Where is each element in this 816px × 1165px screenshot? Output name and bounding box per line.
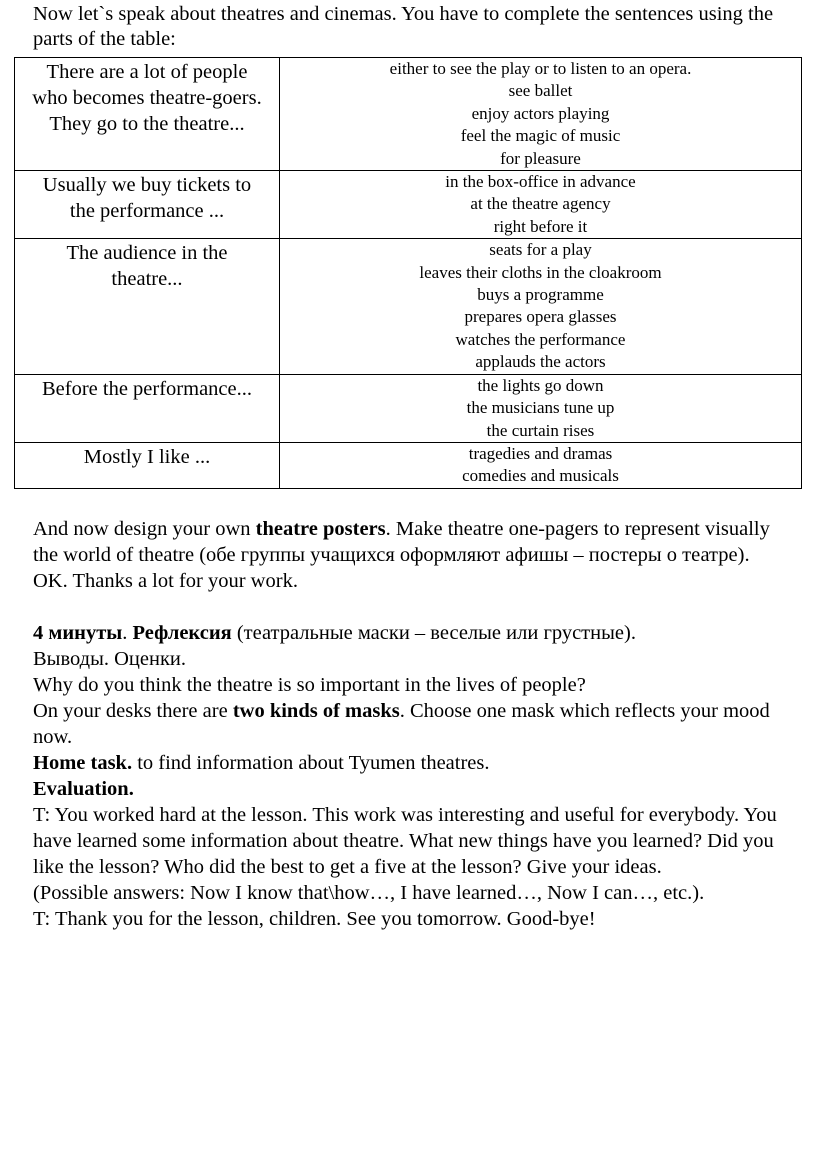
thanks-paragraph: OK. Thanks a lot for your work. [33, 570, 298, 592]
cell-line: prepares opera glasses [464, 307, 617, 327]
cell-line: The audience in the [66, 242, 228, 265]
masks-paragraph [33, 698, 793, 750]
cell-line: who becomes theatre-goers. [32, 87, 262, 109]
cell-line: the performance ... [69, 200, 225, 223]
lesson-text [33, 516, 793, 932]
table-cell-right [280, 442, 802, 488]
evaluation-heading: Evaluation. [33, 778, 134, 800]
cell-line: They go to the theatre... [49, 113, 245, 135]
cell-line: comedies and musicals [462, 466, 619, 486]
home-task-paragraph [33, 750, 793, 776]
intro-text: Now let`s speak about theatres and cinemas. You have to complete the sentences using the parts of the table: [33, 3, 774, 50]
masks-bold: two kinds of masks [232, 700, 400, 722]
home-task-title: Home task. [33, 752, 133, 774]
cell-line: in the box-office in advance [445, 172, 636, 192]
design-paragraph [33, 516, 793, 568]
cell-line: There are a lot of people [46, 61, 248, 83]
cell-line: theatre... [111, 268, 183, 291]
cell-line: for pleasure [500, 148, 581, 168]
design-text: And now design your own [33, 518, 256, 540]
cell-line: feel the magic of music [460, 126, 621, 146]
table-cell-left [15, 442, 280, 488]
cell-line: Before the performance... [41, 377, 252, 400]
table-row [15, 171, 802, 239]
cell-line: Usually we buy tickets to [42, 174, 252, 197]
table-cell-right [280, 171, 802, 239]
design-text-rest: . Make theatre one-pagers to represent visually the world of theatre (обе группы учащихся оформляют афишы – постеры о театре). [33, 518, 770, 566]
cell-line: watches the performance [455, 329, 626, 349]
cell-line: leaves their cloths in the cloakroom [419, 262, 662, 282]
masks-text: On your desks there are [33, 700, 233, 722]
cell-line: the curtain rises [486, 420, 595, 440]
reflection-title: Рефлексия [132, 622, 232, 644]
cell-line: Mostly I like ... [83, 445, 211, 468]
table-row [15, 442, 802, 488]
cell-line: the musicians tune up [466, 398, 615, 418]
table-cell-right [280, 239, 802, 374]
conclusions-paragraph: Выводы. Оценки. [33, 648, 186, 670]
evaluation-title [33, 776, 793, 802]
table-cell-left [15, 239, 280, 374]
cell-line: enjoy actors playing [471, 103, 610, 123]
table-cell-right [280, 58, 802, 171]
why-paragraph: Why do you think the theatre is so important in the lives of people? [33, 674, 586, 696]
table-row [15, 374, 802, 442]
reflection-text: (театральные маски – веселые или грустные). [231, 622, 636, 644]
cell-line: buys a programme [477, 285, 604, 305]
teacher-paragraph: T: You worked hard at the lesson. This work was interesting and useful for everybody. You have learned some information about theatre. What new things have you learned? Did you like the lesson? Who did the best to get a five at the lesson? Give your ideas. [33, 804, 777, 878]
goodbye-paragraph: T: Thank you for the lesson, children. See you tomorrow. Good-bye! [33, 908, 596, 930]
possible-answers-paragraph: (Possible answers: Now I know that\how…, I have learned…, Now I can…, etc.). [33, 882, 705, 904]
table-cell-left [15, 171, 280, 239]
cell-line: right before it [493, 216, 588, 236]
table-row [15, 58, 802, 171]
cell-line: see ballet [508, 81, 573, 101]
masks-text-rest: . Choose one mask which reflects your mood now. [33, 700, 770, 748]
cell-line: the lights go down [477, 375, 604, 395]
home-task-text: to find information about Tyumen theatres. [132, 752, 490, 774]
table-cell-right [280, 374, 802, 442]
design-bold: theatre posters [255, 518, 386, 540]
cell-line: applauds the actors [475, 352, 606, 372]
cell-line: tragedies and dramas [468, 443, 613, 463]
cell-line: at the theatre agency [470, 194, 611, 214]
table-cell-left [15, 58, 280, 171]
cell-line: seats for a play [489, 240, 592, 260]
spacer [33, 594, 793, 620]
reflection-sep: . [122, 622, 133, 644]
cell-line: either to see the play or to listen to an opera. [389, 59, 692, 78]
reflection-paragraph [33, 620, 793, 646]
table-cell-left [15, 374, 280, 442]
table-row [15, 239, 802, 374]
sentence-table [14, 57, 802, 489]
reflection-time: 4 минуты [33, 622, 123, 644]
